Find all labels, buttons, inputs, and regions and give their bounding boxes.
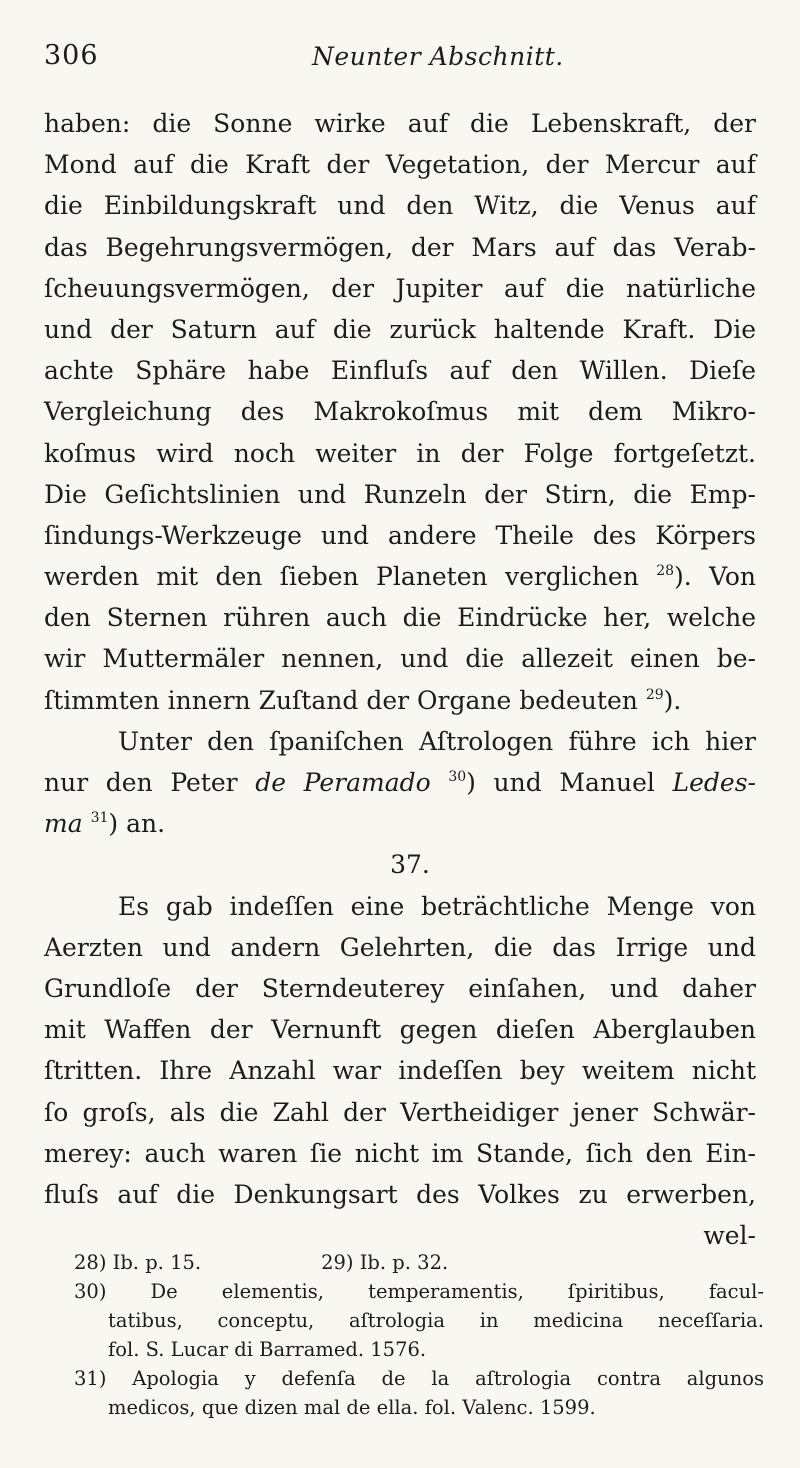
text-line-with-footnote-28	[44, 556, 756, 597]
footnote-28: 28) Ib. p. 15.	[74, 1251, 202, 1274]
text-line: die Einbildungskraft und den Witz, die Venus auf	[44, 191, 756, 221]
text-line: fluſs auf die Denkungsart des Volkes zu erwerben,	[44, 1179, 756, 1209]
section-number: 37.	[390, 850, 430, 880]
text-segment: ). Von	[674, 562, 756, 592]
text-segment: ) und Manuel	[466, 768, 655, 797]
text-segment: werden mit den ſieben Planeten verglichen	[44, 562, 639, 592]
text-segment: ).	[663, 685, 682, 715]
text-line: das Begehrungsvermögen, der Mars auf das Verab-	[44, 232, 756, 262]
text-line: ſcheuungsvermögen, der Jupiter auf die natürliche	[44, 273, 756, 303]
footnote-ref-28: 28	[656, 563, 675, 580]
text-line: Vergleichung des Makrokoſmus mit dem Mikro-	[44, 397, 756, 427]
text-segment: ſtimmten innern Zuſtand der Organe bedeuten	[44, 685, 638, 715]
footnote-31-cont: medicos, que dizen mal de ella. fol. Valenc. 1599.	[108, 1396, 596, 1419]
text-line: und der Saturn auf die zurück haltende Kraft. Die	[44, 314, 756, 344]
italic-name: Ledes-	[672, 768, 757, 797]
paragraph-start: Unter den ſpaniſchen Aſtrologen führe ich hier	[118, 726, 756, 756]
italic-name: de Peramado	[255, 768, 431, 797]
footnote-30-cont: tatibus, conceptu, aſtrologia in medicina neceſſaria.	[108, 1309, 764, 1332]
text-line-with-footnote-30	[44, 762, 756, 803]
text-line-with-footnote-29	[44, 680, 756, 721]
text-line: den Sternen rühren auch die Eindrücke her, welche	[44, 603, 756, 633]
page-number: 306	[44, 40, 99, 71]
text-line: koſmus wird noch weiter in der Folge fortgeſetzt.	[44, 438, 756, 468]
text-line: ſtritten. Ihre Anzahl war indeſſen bey weitem nicht	[44, 1056, 756, 1086]
footnotes	[74, 1248, 764, 1422]
text-segment: ) an.	[108, 809, 166, 839]
text-line: Grundloſe der Sterndeuterey einſahen, und daher	[44, 973, 756, 1003]
body-text	[44, 103, 756, 1256]
text-line-with-footnote-31	[44, 803, 756, 844]
text-line: ſindungs-Werkzeuge und andere Theile des Körpers	[44, 520, 756, 550]
footnote-row-28-29	[74, 1248, 764, 1277]
text-line: achte Sphäre habe Einfluſs auf den Willen. Dieſe	[44, 356, 756, 386]
text-line: Die Geſichtslinien und Runzeln der Stirn, die Emp-	[44, 479, 756, 509]
text-line: Mond auf die Kraft der Vegetation, der Mercur auf	[44, 150, 756, 180]
text-segment: nur den Peter	[44, 768, 238, 797]
text-line: Aerzten und andern Gelehrten, die das Irrige und	[44, 932, 756, 962]
catchword: wel-	[703, 1221, 756, 1251]
running-head: Neunter Abschnitt.	[312, 42, 564, 71]
footnote-31: 31) Apologia y defenſa de la aſtrologia contra algunos	[74, 1367, 764, 1390]
paragraph-start: Es gab indeſſen eine beträchtliche Menge von	[118, 891, 756, 921]
italic-name: ma	[44, 809, 83, 839]
footnote-30-cont: fol. S. Lucar di Barramed. 1576.	[108, 1338, 427, 1361]
footnote-ref-31: 31	[90, 810, 109, 827]
footnote-ref-29: 29	[645, 686, 664, 703]
text-line: ſo groſs, als die Zahl der Vertheidiger jener Schwär-	[44, 1097, 756, 1127]
footnote-ref-30: 30	[448, 769, 467, 785]
page-header	[44, 40, 764, 80]
text-line: wir Muttermäler nennen, und die allezeit einen be-	[44, 644, 756, 674]
text-line: mit Waffen der Vernunft gegen dieſen Aberglauben	[44, 1015, 756, 1045]
footnote-30: 30) De elementis, temperamentis, ſpiritibus, facul-	[74, 1280, 764, 1303]
text-line: merey: auch waren ſie nicht im Stande, ſich den Ein-	[44, 1138, 756, 1168]
text-line: haben: die Sonne wirke auf die Lebenskraft, der	[44, 109, 756, 138]
footnote-29: 29) Ib. p. 32.	[321, 1251, 449, 1274]
